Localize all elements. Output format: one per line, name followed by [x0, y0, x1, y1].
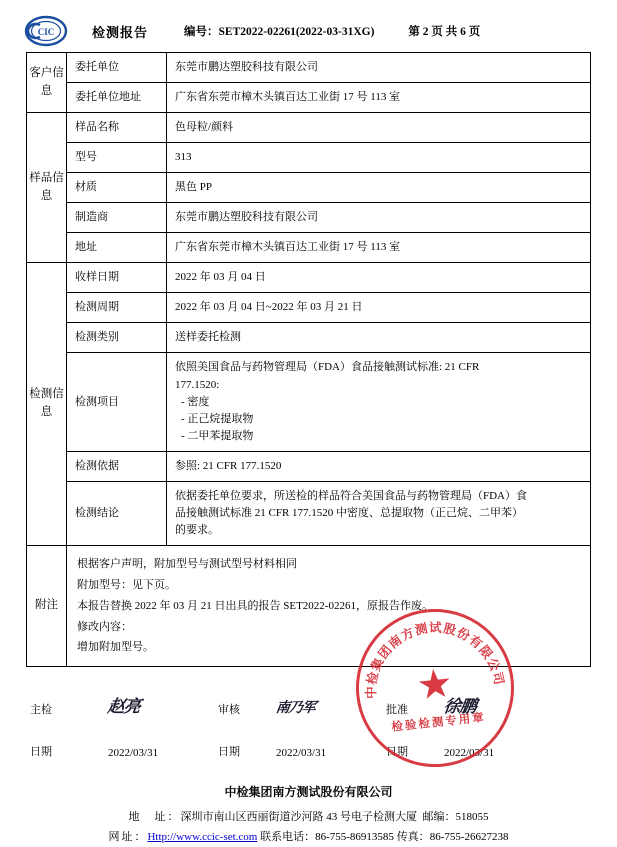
stamp-arc-text: 中检集团南方测试股份有限公司: [364, 621, 507, 700]
approver-label: 批准: [386, 704, 408, 717]
stamp-sub-text: 检验检测专用章: [391, 712, 487, 735]
remark-line-3: 本报告替换 2022 年 03 月 21 日出具的报告 SET2022-02261，原报告作废。: [77, 599, 433, 612]
table-row: [27, 323, 591, 353]
footer-website-label: 网址：: [108, 830, 148, 843]
field-label-address: 地址: [67, 233, 167, 263]
test-item-standard-line1: 依照美国食品与药物管理局（FDA）食品接触测试标准: 21 CFR: [175, 361, 480, 374]
section-remark: 附注: [27, 545, 67, 666]
footer-website-link[interactable]: Http://www.ccic-set.com: [147, 830, 258, 843]
field-label-client-name: 委托单位: [67, 53, 167, 83]
table-row: [27, 83, 591, 113]
approver-date-value: 2022/03/31: [444, 747, 495, 760]
table-row: [27, 293, 591, 323]
field-label-sample-name: 样品名称: [67, 113, 167, 143]
remark-line-1: 根据客户声明，附加型号与测试型号材料相同: [77, 557, 297, 570]
table-row: [27, 143, 591, 173]
conclusion-line-1: 依据委托单位要求，所送检的样品符合美国食品与药物管理局（FDA）食: [175, 489, 528, 502]
field-value-conclusion: [167, 481, 591, 545]
field-value-client-address: 广东省东莞市樟木头镇百达工业街 17 号 113 室: [167, 83, 591, 113]
field-label-model: 型号: [67, 143, 167, 173]
field-label-manufacturer: 制造商: [67, 203, 167, 233]
report-footer: [0, 781, 617, 847]
field-label-received-date: 收样日期: [67, 263, 167, 293]
field-value-client-name: 东莞市鹏达塑胶科技有限公司: [167, 53, 591, 83]
reviewer-date-value: 2022/03/31: [276, 747, 327, 760]
footer-postcode-label: 邮编：: [422, 810, 456, 823]
field-label-test-period: 检测周期: [67, 293, 167, 323]
conclusion-line-3: 的要求。: [175, 523, 219, 536]
field-value-manufacturer: 东莞市鹏达塑胶科技有限公司: [167, 203, 591, 233]
footer-postcode-value: 518055: [455, 810, 489, 823]
field-value-material: 黑色 PP: [167, 173, 591, 203]
official-stamp: [348, 602, 522, 776]
footer-address-value: 深圳市南山区西丽街道沙河路 43 号电子检测大厦: [180, 810, 417, 823]
test-item-1: - 密度: [181, 395, 210, 408]
ccic-logo-icon: [24, 16, 68, 46]
report-table: [26, 52, 591, 667]
field-label-test-type: 检测类别: [67, 323, 167, 353]
table-row: [27, 113, 591, 143]
inspector-date-value: 2022/03/31: [108, 747, 159, 760]
star-icon: ★: [414, 660, 455, 709]
footer-fax-value: 86-755-26627238: [429, 830, 509, 843]
test-item-2: - 正己烷提取物: [181, 412, 254, 425]
approver-signature-text: 徐鹏: [442, 697, 478, 718]
page-title: 检测报告: [92, 24, 149, 40]
field-label-client-address: 委托单位地址: [67, 83, 167, 113]
footer-tel-label: 联系电话：: [260, 830, 316, 843]
field-value-sample-name: 色母粒/颜料: [167, 113, 591, 143]
field-label-test-basis: 检测依据: [67, 451, 167, 481]
table-row: [27, 353, 591, 451]
approver-date-label: 日期: [386, 746, 408, 759]
conclusion-line-2: 品接触测试标准 21 CFR 177.1520 中密度、总提取物（正己烷、二甲苯）: [175, 506, 524, 519]
field-value-test-basis: 参照: 21 CFR 177.1520: [167, 451, 591, 481]
inspector-signature: [104, 681, 214, 723]
remark-line-4: 修改内容：: [77, 620, 132, 633]
reviewer-signature-text: 南乃军: [274, 700, 316, 717]
report-header: [0, 0, 617, 52]
section-sample: 样品信息: [27, 113, 67, 263]
table-row: [27, 233, 591, 263]
table-row: [27, 481, 591, 545]
field-value-test-type: 送样委托检测: [167, 323, 591, 353]
field-value-test-period: 2022 年 03 月 04 日~2022 年 03 月 21 日: [167, 293, 591, 323]
inspector-date-label: 日期: [30, 746, 52, 759]
field-value-address: 广东省东莞市樟木头镇百达工业街 17 号 113 室: [167, 233, 591, 263]
footer-company: 中检集团南方测试股份有限公司: [224, 785, 393, 800]
table-row: [27, 203, 591, 233]
footer-address-label: 地 址：: [128, 810, 181, 823]
field-value-model: 313: [167, 143, 591, 173]
field-value-test-items: [167, 353, 591, 451]
field-label-test-items: 检测项目: [67, 353, 167, 451]
reviewer-label: 审核: [218, 704, 240, 717]
footer-tel-value: 86-755-86913585: [315, 830, 394, 843]
inspector-label: 主检: [30, 704, 52, 717]
footer-address-line: [0, 807, 617, 827]
field-label-conclusion: 检测结论: [67, 481, 167, 545]
footer-contact-line: [0, 827, 617, 847]
footer-fax-label: 传真：: [396, 830, 430, 843]
remark-content: [67, 545, 591, 666]
test-item-standard-line2: 177.1520:: [175, 378, 220, 391]
reviewer-date-label: 日期: [218, 746, 240, 759]
table-row: [27, 451, 591, 481]
remark-line-2: 附加型号：见下页。: [77, 578, 176, 591]
inspector-signature-text: 赵亮: [106, 697, 142, 718]
page-number: 第 2 页 共 6 页: [408, 26, 481, 38]
table-row: [27, 263, 591, 293]
table-row: [27, 53, 591, 83]
remark-line-5: 增加附加型号。: [77, 641, 154, 654]
report-number: 编号：SET2022-02261(2022-03-31XG): [184, 26, 375, 38]
section-customer: 客户信息: [27, 53, 67, 113]
field-value-received-date: 2022 年 03 月 04 日: [167, 263, 591, 293]
section-test: 检测信息: [27, 263, 67, 546]
field-label-material: 材质: [67, 173, 167, 203]
test-item-3: - 二甲苯提取物: [181, 429, 254, 442]
svg-text:CIC: CIC: [37, 27, 55, 37]
table-row: [27, 173, 591, 203]
